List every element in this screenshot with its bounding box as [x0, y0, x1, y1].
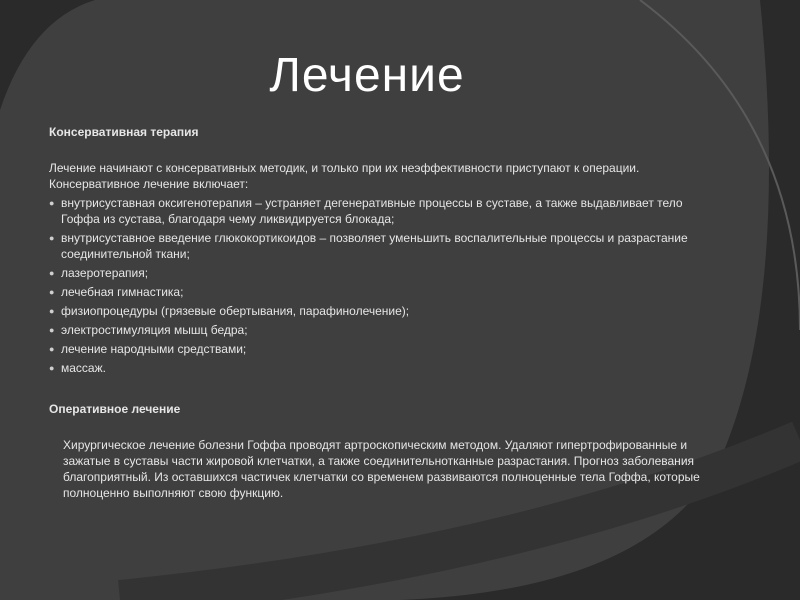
list-item	[49, 322, 709, 338]
list-item	[49, 230, 709, 262]
bullet-icon: ●	[49, 268, 55, 278]
conservative-intro: Лечение начинают с консервативных методик, и только при их неэффективности приступают к операции. Консервативное лечение включает:	[49, 161, 640, 191]
operative-heading: Оперативное лечение	[49, 402, 181, 416]
conservative-list	[49, 195, 709, 376]
list-item-label: физиопроцедуры (грязевые обертывания, парафинолечение);	[61, 304, 410, 318]
slide-title: Лечение	[269, 49, 465, 102]
list-item-label: лазеротерапия;	[61, 266, 149, 280]
content-body	[49, 124, 709, 501]
list-item-label: массаж.	[61, 361, 106, 375]
bullet-icon: ●	[49, 306, 55, 316]
list-item-label: электростимуляция мышц бедра;	[61, 323, 248, 337]
conservative-heading: Консервативная терапия	[49, 125, 199, 139]
list-item	[49, 360, 709, 376]
bullet-icon: ●	[49, 198, 55, 208]
list-item-label: лечение народными средствами;	[61, 342, 247, 356]
list-item	[49, 303, 709, 319]
bullet-icon: ●	[49, 344, 55, 354]
list-item-label: внутрисуставное введение глюкокортикоидов – позволяет уменьшить воспалительные процессы и разрастание соединительной ткани;	[61, 231, 688, 261]
list-item	[49, 195, 709, 227]
list-item	[49, 284, 709, 300]
list-item-label: лечебная гимнастика;	[61, 285, 184, 299]
bullet-icon: ●	[49, 287, 55, 297]
operative-text: Хирургическое лечение болезни Гоффа проводят артроскопическим методом. Удаляют гипертрофированные и зажатые в суставы части жировой клетчатки, а также соединительнотканные разрастания. Прогноз заболевания благоприятный. Из оставшихся частичек клетчатки со временем развиваются полноценные тела Гоффа, которые полноценно выполняют свою функцию.	[63, 438, 700, 500]
list-item	[49, 341, 709, 357]
bullet-icon: ●	[49, 325, 55, 335]
bullet-icon: ●	[49, 233, 55, 243]
list-item	[49, 265, 709, 281]
list-item-label: внутрисуставная оксигенотерапия – устраняет дегенеративные процессы в суставе, а также выдавливает тело Гоффа из сустава, благодаря чему ликвидируется блокада;	[61, 196, 683, 226]
bullet-icon: ●	[49, 363, 55, 373]
